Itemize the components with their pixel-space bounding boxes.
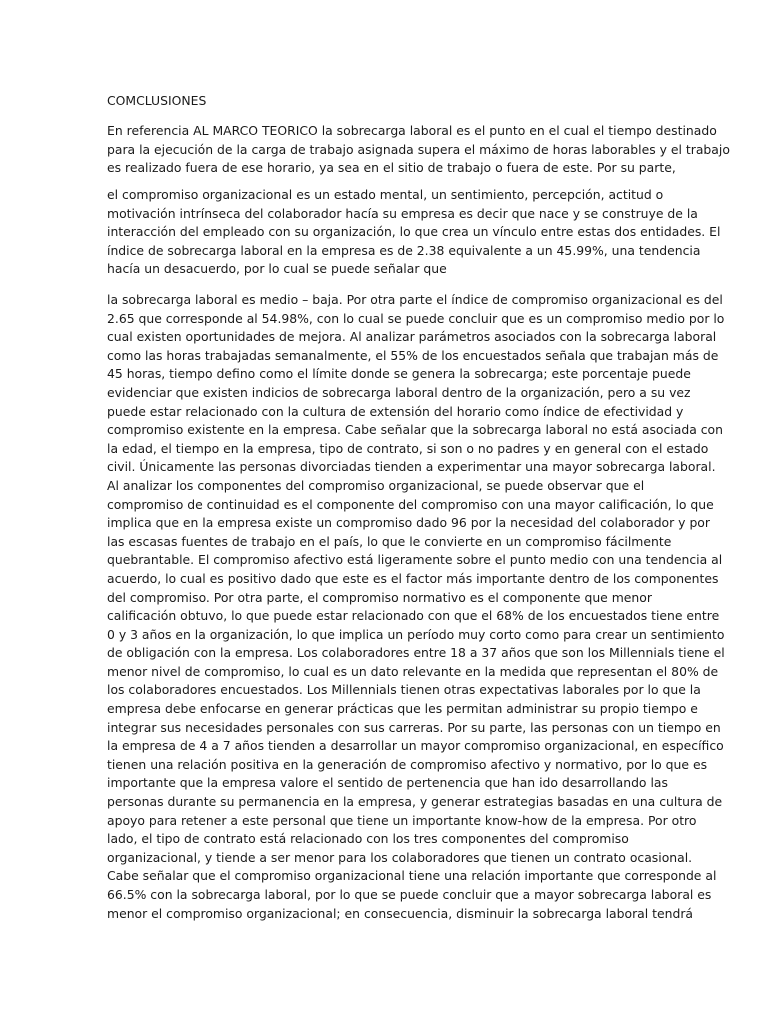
paragraph-line: los colaboradores encuestados. Los Millennials tienen otras expectativas laborales por lo que la	[107, 682, 701, 698]
paragraph-line: hacía un desacuerdo, por lo cual se puede señalar que	[107, 261, 447, 277]
paragraph-line: de obligación con la empresa. Los colaboradores entre 18 a 37 años que son los Millennials tiene el	[107, 645, 725, 661]
paragraph-line: para la ejecución de la carga de trabajo asignada supera el máximo de horas laborables y el trabajo	[107, 141, 730, 157]
paragraph-line: es realizado fuera de ese horario, ya sea en el sitio de trabajo o fuera de este. Por su parte,	[107, 160, 676, 176]
paragraph-line: 0 y 3 años en la organización, lo que implica un período muy corto como para crear un sentimiento	[107, 626, 725, 642]
paragraph-line: civil. Únicamente las personas divorciadas tienden a experimentar una mayor sobrecarga laboral.	[107, 459, 716, 475]
paragraph-line: personas durante su permanencia en la empresa, y generar estrategias basadas en una cultura de	[107, 794, 723, 810]
paragraph-1	[107, 122, 730, 178]
paragraph-3	[107, 291, 725, 923]
paragraph-line: como las horas trabajadas semanalmente, el 55% de los encuestados señala que trabajan más de	[107, 347, 719, 363]
paragraph-line: acuerdo, lo cual es positivo dado que este es el factor más importante dentro de los componentes	[107, 570, 719, 586]
paragraph-line: 2.65 que corresponde al 54.98%, con lo cual se puede concluir que es un compromiso medio por lo	[107, 310, 725, 326]
paragraph-line: tienen una relación positiva en la generación de compromiso afectivo y normativo, por lo que es	[107, 756, 708, 772]
paragraph-line: motivación intrínseca del colaborador hacía su empresa es decir que nace y se construye de la	[107, 205, 698, 221]
page-title: COMCLUSIONES	[107, 93, 207, 108]
paragraph-line: calificación obtuvo, lo que puede estar relacionado con que el 68% de los encuestados tiene entre	[107, 608, 720, 624]
paragraph-line: evidenciar que existen indicios de sobrecarga laboral dentro de la organización, pero a su vez	[107, 384, 691, 400]
paragraph-line: empresa debe enfocarse en generar prácticas que les permitan administrar su propio tiempo e	[107, 701, 698, 717]
paragraph-line: la empresa de 4 a 7 años tienden a desarrollar un mayor compromiso organizacional, en específico	[107, 738, 724, 754]
paragraph-line: del compromiso. Por otra parte, el compromiso normativo es el componente que menor	[107, 589, 652, 605]
paragraph-line: En referencia AL MARCO TEORICO la sobrecarga laboral es el punto en el cual el tiempo destinado	[107, 123, 717, 138]
paragraph-line: las escasas fuentes de trabajo en el país, lo que le convierte en un compromiso fácilmente	[107, 533, 672, 549]
paragraph-line: la sobrecarga laboral es medio – baja. Por otra parte el índice de compromiso organizacional es del	[107, 292, 723, 307]
paragraph-line: 66.5% con la sobrecarga laboral, por lo que se puede concluir que a mayor sobrecarga laboral es	[107, 887, 712, 902]
paragraph-line: organizacional, y tiende a ser menor para los colaboradores que tienen un contrato ocasional.	[107, 849, 693, 865]
paragraph-line: menor nivel de compromiso, lo cual es un dato relevante en la medida que representan el 80% de	[107, 663, 719, 679]
paragraph-line: Al analizar los componentes del compromiso organizacional, se puede observar que el	[107, 477, 645, 493]
paragraph-line: el compromiso organizacional es un estado mental, un sentimiento, percepción, actitud o	[107, 187, 664, 202]
paragraph-line: Cabe señalar que el compromiso organizacional tiene una relación importante que corresponde al	[107, 868, 717, 884]
paragraph-line: interacción del empleado con su organización, lo que crea un vínculo entre estas dos entidades. El	[107, 224, 721, 240]
paragraph-line: lado, el tipo de contrato está relacionado con los tres componentes del compromiso	[107, 831, 629, 847]
paragraph-2	[107, 186, 721, 279]
paragraph-line: quebrantable. El compromiso afectivo está ligeramente sobre el punto medio con una tendencia al	[107, 552, 723, 568]
paragraph-line: índice de sobrecarga laboral en la empresa es de 2.38 equivalente a un 45.99%, una tendencia	[107, 242, 701, 258]
paragraph-line: integrar sus necesidades personales con sus carreras. Por su parte, las personas con un tiempo en	[107, 719, 721, 735]
paragraph-line: compromiso de continuidad es el componente del compromiso con una mayor calificación, lo que	[107, 496, 714, 512]
paragraph-line: cual existen oportunidades de mejora. Al analizar parámetros asociados con la sobrecarga laboral	[107, 329, 717, 345]
paragraph-line: importante que la empresa valore el sentido de pertenencia que han ido desarrollando las	[107, 775, 668, 791]
paragraph-line: compromiso existente en la empresa. Cabe señalar que la sobrecarga laboral no está asociada con	[107, 422, 723, 438]
paragraph-line: la edad, el tiempo en la empresa, tipo de contrato, si son o no padres y en general con el estado	[107, 440, 709, 456]
paragraph-line: menor el compromiso organizacional; en consecuencia, disminuir la sobrecarga laboral tendrá	[107, 905, 694, 921]
paragraph-line: 45 horas, tiempo defino como el límite donde se genera la sobrecarga; este porcentaje puede	[107, 366, 691, 382]
paragraph-line: puede estar relacionado con la cultura de extensión del horario como índice de efectividad y	[107, 403, 684, 419]
paragraph-line: apoyo para retener a este personal que tiene un importante know-how de la empresa. Por otro	[107, 812, 697, 828]
paragraph-line: implica que en la empresa existe un compromiso dado 96 por la necesidad del colaborador y por	[107, 515, 710, 531]
